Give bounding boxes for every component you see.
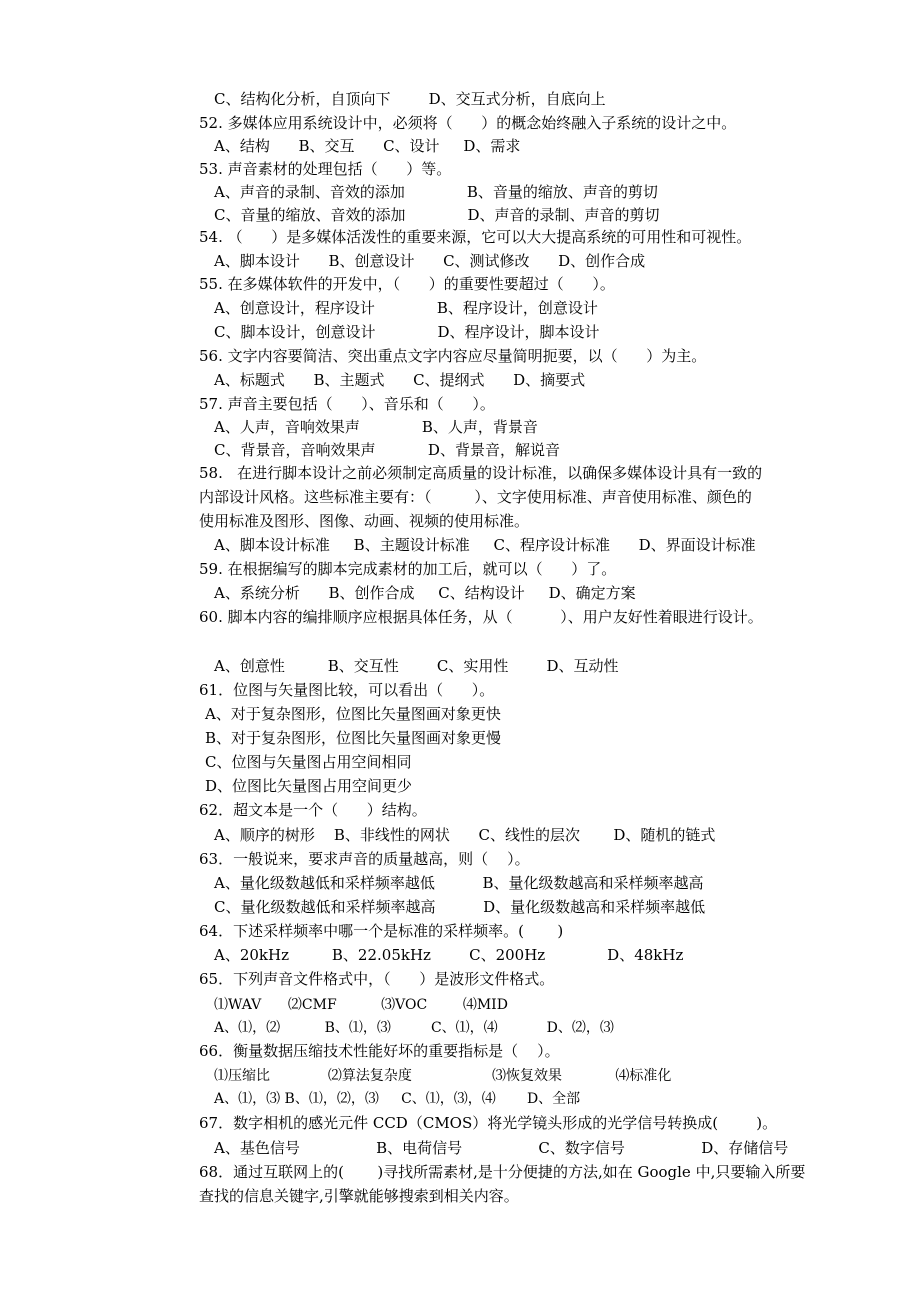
question-60: 60. 脚本内容的编排顺序应根据具体任务，从（ ）、用户友好性着眼进行设计。: [199, 608, 763, 626]
options-q65: A、⑴，⑵ B、⑴，⑶ C、⑴，⑷ D、⑵，⑶: [214, 1020, 614, 1036]
question-53: 53. 声音素材的处理包括（ ）等。: [199, 160, 452, 178]
option-q61-a: A、对于复杂图形，位图比矢量图画对象更快: [205, 705, 501, 723]
question-61: 61．位图与矢量图比较，可以看出（ ）。: [199, 681, 495, 699]
question-64: 64．下述采样频率中哪一个是标准的采样频率。( ): [199, 922, 564, 940]
formats-q65: ⑴WAV ⑵CMF ⑶VOC ⑷MID: [214, 997, 508, 1013]
question-57: 57. 声音主要包括（ ）、音乐和（ ）。: [199, 395, 495, 413]
question-62: 62．超文本是一个（ ）结构。: [199, 801, 427, 819]
options-q64: A、20kHz B、22.05kHz C、200Hz D、48kHz: [214, 946, 684, 964]
question-58-line3: 使用标准及图形、图像、动画、视频的使用标准。: [199, 512, 530, 530]
options-q55-cd: C、脚本设计，创意设计 D、程序设计，脚本设计: [214, 323, 600, 341]
options-q60: A、创意性 B、交互性 C、实用性 D、互动性: [214, 657, 619, 675]
option-q61-b: B、对于复杂图形，位图比矢量图画对象更慢: [205, 729, 502, 747]
options-q67: A、基色信号 B、电荷信号 C、数字信号 D、存储信号: [214, 1139, 789, 1157]
options-q62: A、顺序的树形 B、非线性的网状 C、线性的层次 D、随机的链式: [214, 826, 716, 844]
question-68-line1: 68．通过互联网上的( )寻找所需素材,是十分便捷的方法,如在 Google 中,只要输入所要: [199, 1163, 806, 1181]
option-q61-c: C、位图与矢量图占用空间相同: [205, 753, 412, 771]
question-66: 66．衡量数据压缩技术性能好坏的重要指标是（ ）。: [199, 1042, 560, 1060]
items-q66: ⑴压缩比 ⑵算法复杂度 ⑶恢复效果 ⑷标准化: [214, 1068, 672, 1084]
question-54: 54. （ ）是多媒体活泼性的重要来源，它可以大大提高系统的可用性和可视性。: [199, 228, 752, 246]
question-58-line1: 58. 在进行脚本设计之前必须制定高质量的设计标准，以确保多媒体设计具有一致的: [199, 464, 763, 482]
options-q59: A、系统分析 B、创作合成 C、结构设计 D、确定方案: [214, 584, 636, 602]
option-q61-d: D、位图比矢量图占用空间更少: [205, 777, 413, 795]
question-56: 56. 文字内容要简洁、突出重点文字内容应尽量简明扼要，以（ ）为主。: [199, 347, 707, 365]
options-q56: A、标题式 B、主题式 C、提纲式 D、摘要式: [214, 371, 586, 389]
option-line-q51: C、结构化分析，自顶向下 D、交互式分析，自底向上: [214, 90, 606, 108]
question-68-line2: 查找的信息关键字,引擎就能够搜索到相关内容。: [199, 1187, 519, 1205]
options-q57-cd: C、背景音，音响效果声 D、背景音，解说音: [214, 441, 560, 459]
question-52: 52. 多媒体应用系统设计中，必须将（ ）的概念始终融入子系统的设计之中。: [199, 114, 737, 132]
options-q57-ab: A、人声，音响效果声 B、人声，背景音: [214, 418, 538, 436]
options-q58: A、脚本设计标准 B、主题设计标准 C、程序设计标准 D、界面设计标准: [214, 536, 756, 554]
question-55: 55. 在多媒体软件的开发中，（ ）的重要性要超过（ ）。: [199, 275, 615, 293]
options-q63-ab: A、量化级数越低和采样频率越低 B、量化级数越高和采样频率越高: [214, 874, 704, 892]
question-67: 67．数字相机的感光元件 CCD（CMOS）将光学镜头形成的光学信号转换成( )。: [199, 1114, 778, 1132]
options-q54: A、脚本设计 B、创意设计 C、测试修改 D、创作合成: [214, 252, 646, 270]
question-59: 59. 在根据编写的脚本完成素材的加工后，就可以（ ）了。: [199, 560, 617, 578]
options-q63-cd: C、量化级数越低和采样频率越高 D、量化级数越高和采样频率越低: [214, 898, 706, 916]
options-q52: A、结构 B、交互 C、设计 D、需求: [214, 137, 521, 155]
options-q55-ab: A、创意设计，程序设计 B、程序设计，创意设计: [214, 299, 598, 317]
question-65: 65．下列声音文件格式中，（ ）是波形文件格式。: [199, 970, 555, 988]
question-58-line2: 内部设计风格。这些标准主要有：（ ）、文字使用标准、声音使用标准、颜色的: [199, 488, 752, 506]
options-q66: A、⑴，⑶ B、⑴，⑵，⑶ C、⑴，⑶，⑷ D、全部: [214, 1091, 581, 1107]
question-63: 63．一般说来，要求声音的质量越高，则（ ）。: [199, 850, 530, 868]
options-q53-cd: C、音量的缩放、音效的添加 D、声音的录制、声音的剪切: [214, 206, 660, 224]
options-q53-ab: A、声音的录制、音效的添加 B、音量的缩放、声音的剪切: [214, 183, 658, 201]
